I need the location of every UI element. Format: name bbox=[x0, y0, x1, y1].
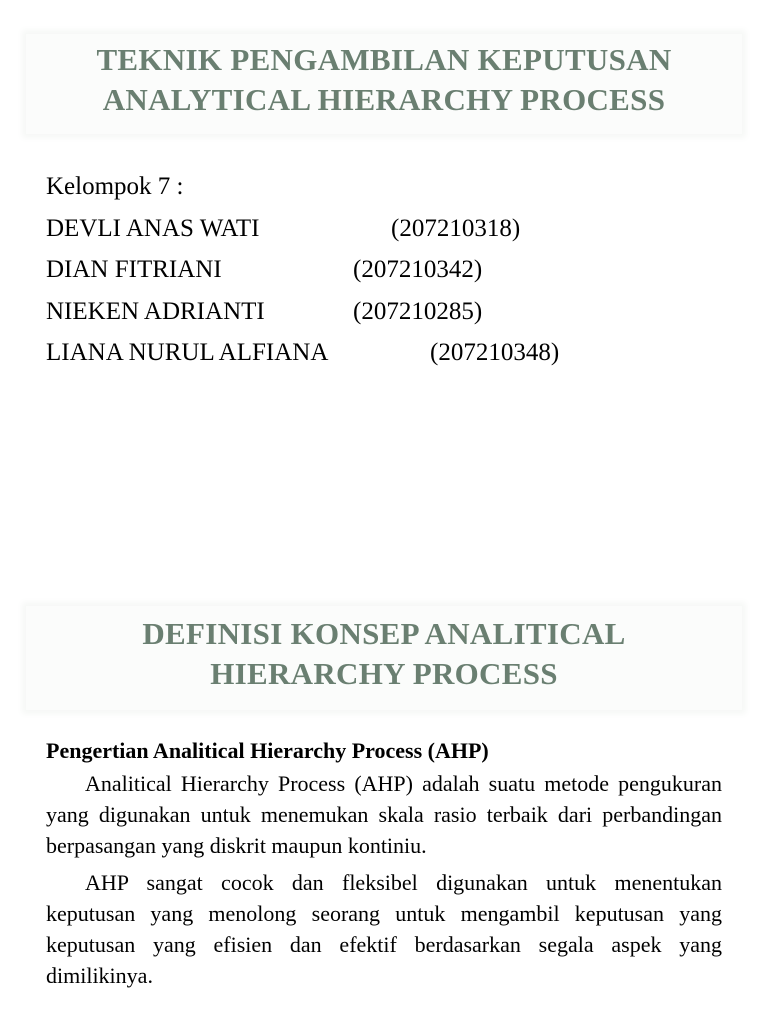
slide2-title-box bbox=[26, 606, 742, 710]
member-name: DEVLI ANAS WATI bbox=[46, 214, 260, 242]
member-id: (207210318) bbox=[391, 214, 521, 242]
member-row bbox=[46, 208, 521, 250]
slide-definition bbox=[0, 576, 768, 1024]
slide1-title-box bbox=[26, 34, 742, 134]
member-id: (207210285) bbox=[353, 297, 483, 325]
member-row bbox=[46, 249, 483, 291]
group-label: Kelompok 7 : bbox=[46, 173, 184, 200]
member-name: NIEKEN ADRIANTI bbox=[46, 297, 265, 325]
member-row bbox=[46, 332, 560, 374]
member-name: LIANA NURUL ALFIANA bbox=[46, 339, 329, 366]
definition-paragraph-1: Analitical Hierarchy Process (AHP) adalah suatu metode pengukuran yang digunakan untuk menemukan skala rasio terbaik dari perbandingan berpasangan yang diskrit maupun kontiniu. bbox=[46, 771, 722, 858]
definition-paragraph-2: AHP sangat cocok dan fleksibel digunakan untuk menentukan keputusan yang menolong seorang untuk mengambil keputusan yang keputusan yang efisien dan efektif berdasarkan segala aspek yang dimilikinya. bbox=[46, 870, 722, 988]
member-row bbox=[46, 291, 483, 333]
slide2-title-line1: DEFINISI KONSEP ANALITICAL bbox=[142, 616, 626, 651]
definition-subheading: Pengertian Analitical Hierarchy Process (AHP) bbox=[46, 738, 489, 763]
member-name: DIAN FITRIANI bbox=[46, 256, 222, 283]
member-id: (207210342) bbox=[353, 256, 483, 283]
slide1-title-line1: TEKNIK PENGAMBILAN KEPUTUSAN bbox=[96, 42, 672, 77]
definition-content bbox=[46, 736, 722, 997]
slide2-title-line2: HIERARCHY PROCESS bbox=[210, 656, 558, 691]
slide1-title-line2: ANALYTICAL HIERARCHY PROCESS bbox=[102, 82, 666, 117]
member-id: (207210348) bbox=[430, 339, 560, 366]
member-list bbox=[46, 166, 560, 374]
